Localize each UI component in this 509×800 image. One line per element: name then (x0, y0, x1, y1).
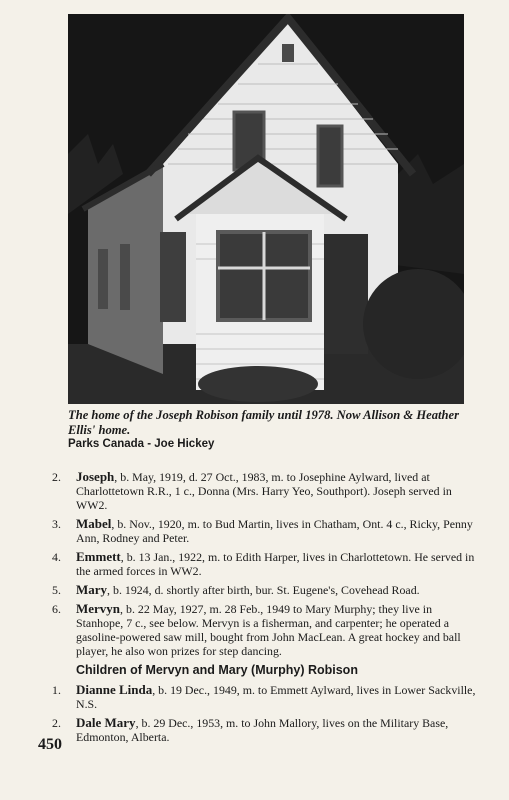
genealogy-list (52, 470, 480, 749)
list-item: 2. Joseph, b. May, 1919, d. 27 Oct., 1983, m. to Josephine Aylward, lived at Charlottetown R.R., 1 c., Donna (Mrs. Harry Yeo, Southport). Joseph served in WW2. (52, 469, 452, 512)
page-number: 450 (38, 736, 62, 753)
person-name: Mabel (76, 516, 112, 531)
list-item: 1. Dianne Linda, b. 19 Dec., 1949, m. to Emmett Aylward, lives in Lower Sackville, N.S. (52, 682, 476, 711)
list-item: 4. Emmett, b. 13 Jan., 1922, m. to Edith Harper, lives in Charlottetown. He served in the armed forces in WW2. (52, 549, 475, 578)
person-name: Mary (76, 582, 108, 597)
person-name: Dale Mary (76, 715, 136, 730)
person-name: Joseph (76, 469, 115, 484)
photo-credit: Parks Canada - Joe Hickey (68, 438, 215, 450)
list-item: 6. Mervyn, b. 22 May, 1927, m. 28 Feb., 1949 to Mary Murphy; they live in Stanhope, 7 c., see below. Mervyn is a fisherman, and carpenter; he operated a gasoline-powered saw mill, bought from John MacLean. A great hockey and ball player, he also won prizes for step dancing. (52, 601, 461, 658)
photo-caption: The home of the Joseph Robison family until 1978. Now Allison & Heather Ellis' home. (68, 408, 460, 437)
person-name: Mervyn (76, 601, 121, 616)
person-name: Dianne Linda (76, 682, 153, 697)
person-name: Emmett (76, 549, 121, 564)
house-photo (68, 14, 464, 404)
section-heading: Children of Mervyn and Mary (Murphy) Robison (76, 663, 358, 677)
list-item: 5. Mary, b. 1924, d. shortly after birth, bur. St. Eugene's, Covehead Road. (52, 582, 420, 597)
list-item: 2. Dale Mary, b. 29 Dec., 1953, m. to John Mallory, lives on the Military Base, Edmonton, Alberta. (52, 715, 449, 744)
list-item: 3. Mabel, b. Nov., 1920, m. to Bud Martin, lives in Chatham, Ont. 4 c., Ricky, Penny Ann, Rodney and Peter. (52, 516, 473, 545)
